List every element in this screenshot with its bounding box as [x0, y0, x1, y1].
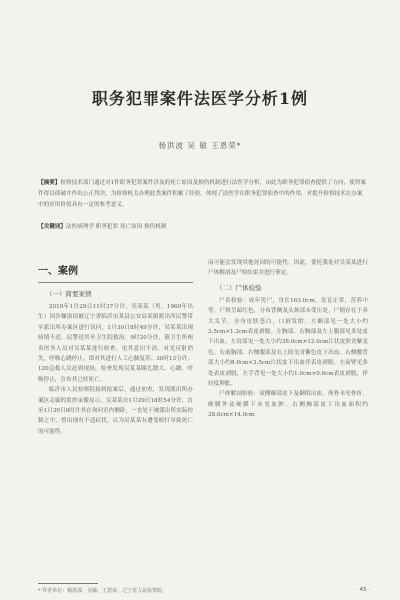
section-divider: [38, 282, 193, 283]
keywords-label: 【关键词】: [38, 224, 66, 230]
paragraph-autopsy-exam: 尸体解剖检验：双侧颞部皮下及颞肌出血，颅骨未见骨折，硬膜外及硬膜下未见血肿。右侧胸部皮下出血面积约28.0cm×14.0cm。: [208, 391, 368, 419]
page-number: · 45 ·: [356, 587, 370, 593]
paragraph-case-2: 临沂市人民检察院接到报案后，通过初查，发现派出所办案区走廊的监控录像显示，吴某某自1月29日18时54分许，直至1月30日9时许其在询问室内侧卧，一直处于被派出所实际控制之中，曾出现有不适症状，认为吴某某有遭受殴打导致死亡的可能性。: [38, 387, 193, 435]
article-title: 职务犯罪案件法医学分析1例: [91, 89, 309, 108]
abstract-block: [38, 178, 368, 211]
keywords-block: [38, 222, 368, 233]
right-column: [208, 258, 368, 421]
left-column: [38, 258, 193, 437]
article-authors: 杨洪波 吴 敏 王恩荣*: [158, 141, 242, 150]
paragraph-continued: 而可能会发现其他死因的可能性。因此，委托我处对吴某某进行尸体解剖及尸检结果并进行鉴定。: [208, 260, 368, 277]
footnote: * 作者单位：杨洪波、吴敏、王恩荣，辽宁省人民检察院。: [38, 588, 168, 594]
abstract-text: 检察技术部门通过对1件职务犯罪案件涉及的死亡原因及损伤机制进行法医学分析，由此为职务犯罪侦查提供了方向，使得案件得以侦破并作出公正判决，为检察机关办理此类案件积累了经验，体现了法医学在职务犯罪侦查中的作用，对提升检察技术在办案中的应用价值具有一定的参考意义。: [38, 180, 367, 208]
paragraph-external-exam: 尸表检验：成年男尸，身长163.0cm，发育正常，营养中等，尸斑呈暗红色，分布背侧及头颈部未受压处，尸僵存在于各大关节，全身皮肤苍白，口唇发绀。左颞部见一处大小约3.5cm×1.2cm表皮剥脱。左胸部、右胸部及左上腹部见多处皮下出血。左肩部见一处大小约38.0cm×12.0cm片状皮肤青紫变色。右前胸部、右侧腹部及右上肢见青紫色皮下出血。右侧腰背部大小约8.0cm×3.5cm片状皮下出血伴表皮剥脱。左前臂见多处表皮剥脱，左手背见一处大小约1.0cm×0.6cm表皮剥脱，伴轻度肿胀。: [208, 297, 368, 388]
abstract-label: 【摘要】: [38, 180, 61, 186]
keywords-text: 法医病理学 职务犯罪 死亡原因 损伤机制: [65, 224, 167, 230]
footnote-divider: [38, 583, 98, 584]
subheading-brief-case: （一）简要案情: [46, 290, 92, 298]
section-heading-case: 一、案例: [38, 266, 78, 277]
paragraph-case-1: 2019年1月29日11时37分许，吴某某（男，1960年出生）因涉嫌盗窃被辽宁省临沂市某县公安局某镇派出所民警带至派出所办案区进行讯问。1月30日8时49分许，吴某某出现病情不适，民警送其至卫生院救治。9时20分许，镇卫生所两名医务人员对吴某某进行检查，见其意识不清、对光反射消失，呼吸心跳停止，即对其进行人工心肺复苏；30时13分许，120急救人员赶到现场，检查发现吴某某瞳孔散大、心跳、呼吸停止，宣布其已经死亡。: [38, 304, 193, 383]
subheading-autopsy: （二）尸体检验: [216, 283, 262, 292]
